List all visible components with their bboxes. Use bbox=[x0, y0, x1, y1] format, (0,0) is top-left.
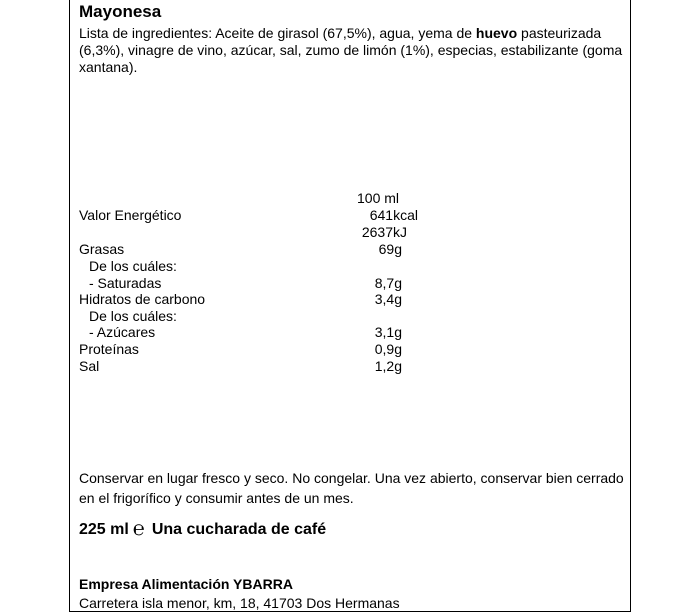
fat-value: 69g bbox=[378, 241, 402, 257]
salt-value: 1,2g bbox=[374, 358, 402, 374]
serving-description: Una cucharada de café bbox=[151, 521, 327, 538]
energy-kj-value: 2637kJ bbox=[361, 224, 407, 240]
ingredients-text-end: pasteurizada (6,3%), vinagre de vino, azúcar, sal, zumo de limón (1%), especias, estabilizante (goma xantana). bbox=[79, 25, 623, 75]
ingredients-allergen: huevo bbox=[475, 25, 518, 41]
sugars-value: 3,1g bbox=[374, 324, 402, 340]
net-volume: 225 ml bbox=[79, 521, 129, 538]
sugars-label: - Azúcares bbox=[89, 324, 156, 340]
fat-label: Grasas bbox=[79, 241, 125, 257]
estimated-sign-icon: ℮ bbox=[132, 518, 145, 540]
manufacturer-name: Empresa Alimentación YBARRA bbox=[79, 576, 293, 592]
manufacturer-address: Carretera isla menor, km, 18, 41703 Dos Hermanas bbox=[79, 595, 400, 611]
product-title: Mayonesa bbox=[79, 2, 162, 21]
ingredients-list bbox=[79, 25, 624, 76]
nutrition-column-header: 100 ml bbox=[357, 190, 400, 206]
carbs-sub-label: De los cuáles: bbox=[89, 308, 177, 324]
energy-label: Valor Energético bbox=[79, 207, 182, 223]
protein-label: Proteínas bbox=[79, 341, 139, 357]
storage-instructions: Conservar en lugar fresco y seco. No congelar. Una vez abierto, conservar bien cerrado en el frigorífico y consumir antes de un mes. bbox=[79, 470, 624, 506]
energy-kcal-value: 641kcal bbox=[369, 207, 418, 223]
carbs-label: Hidratos de carbono bbox=[79, 291, 206, 307]
protein-value: 0,9g bbox=[374, 341, 402, 357]
saturated-label: - Saturadas bbox=[89, 275, 162, 291]
carbs-value: 3,4g bbox=[374, 291, 402, 307]
saturated-value: 8,7g bbox=[374, 275, 402, 291]
salt-label: Sal bbox=[79, 358, 100, 374]
serving-line bbox=[79, 518, 327, 540]
ingredients-text-start: Lista de ingredientes: Aceite de girasol (67,5%), agua, yema de bbox=[79, 25, 476, 41]
fat-sub-label: De los cuáles: bbox=[89, 258, 177, 274]
